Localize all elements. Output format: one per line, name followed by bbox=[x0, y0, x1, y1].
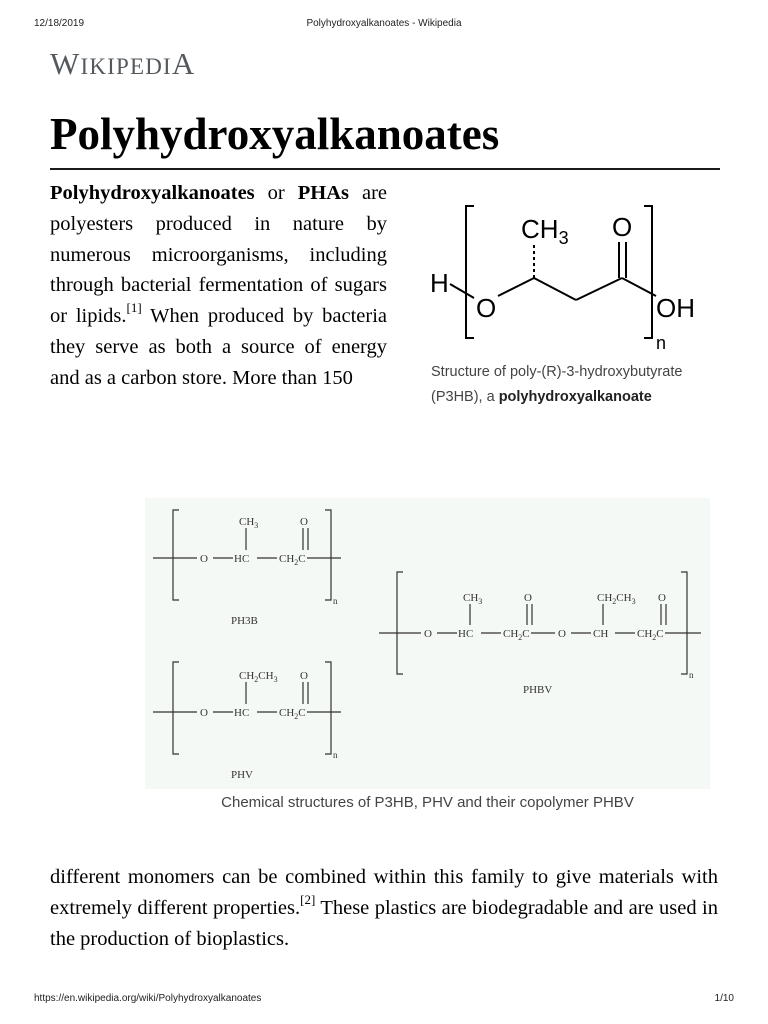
citation-2-link[interactable]: [2] bbox=[300, 892, 316, 908]
ph3b-ch2c-label: $CH_2C$ bbox=[279, 553, 306, 567]
print-footer bbox=[34, 993, 734, 1007]
structure-o-label: O bbox=[476, 293, 497, 323]
phv-carbonyl-o: O bbox=[300, 670, 308, 682]
phbv-ch2c-label-2: $CH_2C$ bbox=[637, 628, 664, 642]
figure-caption: Chemical structures of P3HB, PHV and their copolymer PHBV bbox=[221, 794, 634, 811]
phbv-carbonyl-o-1: O bbox=[524, 592, 532, 604]
print-page-title: Polyhydroxyalkanoates - Wikipedia bbox=[306, 18, 462, 29]
lead-paragraph bbox=[50, 178, 387, 394]
phbv-o-label-1: O bbox=[424, 628, 432, 640]
ph3b-name: PH3B bbox=[231, 615, 258, 627]
lead-text-1: are polyesters produced in nature by numerous microorganisms, including through bacterial fermentation of sugars or lipids. bbox=[50, 182, 388, 328]
phv-o-label: O bbox=[200, 707, 208, 719]
pha-structures-figure[interactable] bbox=[145, 498, 710, 789]
body-text-2: These plastics are biodegradable and are used in the production of bioplastics. bbox=[50, 897, 718, 950]
phv-n: n bbox=[333, 750, 338, 760]
phbv-ch3-label: $CH_3$ bbox=[463, 592, 483, 606]
body-text-1: different monomers can be combined within this family to give materials with extremely different properties. bbox=[50, 866, 718, 919]
citation-1-link[interactable]: [1] bbox=[126, 300, 142, 316]
phbv-o-label-2: O bbox=[558, 628, 566, 640]
polyhydroxyalkanoate-link[interactable]: polyhydroxyalkanoate bbox=[498, 389, 652, 405]
phv-name: PHV bbox=[231, 769, 254, 781]
ph3b-n: n bbox=[333, 596, 338, 606]
ph3b-ch3-label: $CH_3$ bbox=[239, 516, 259, 530]
lead-term-phas: PHAs bbox=[297, 182, 349, 204]
phbv-n: n bbox=[689, 670, 694, 680]
phbv-ch2ch3-label: $CH_2CH_3$ bbox=[597, 592, 636, 606]
title-underline bbox=[50, 168, 720, 170]
structure-n-label: n bbox=[656, 333, 667, 353]
structure-h-label: H bbox=[430, 268, 449, 298]
print-date: 12/18/2019 bbox=[34, 18, 85, 29]
phbv-hc-label: HC bbox=[458, 628, 474, 640]
wordmark-w: W bbox=[50, 46, 81, 81]
phbv-ch2c-label-1: $CH_2C$ bbox=[503, 628, 530, 642]
infobox-caption bbox=[431, 360, 711, 410]
phv-ch2ch3-label: $CH_2CH_3$ bbox=[239, 670, 278, 684]
phbv-ch-label: CH bbox=[593, 628, 609, 640]
page-title: Polyhydroxyalkanoates bbox=[50, 109, 500, 159]
phv-ch2c-label: $CH_2C$ bbox=[279, 707, 306, 721]
wordmark-a: A bbox=[171, 46, 196, 81]
p3hb-structure-image[interactable] bbox=[426, 196, 716, 356]
phbv-carbonyl-o-2: O bbox=[658, 592, 666, 604]
ph3b-o-label: O bbox=[200, 553, 208, 565]
lead-term-phas-long: Polyhydroxyalkanoates bbox=[50, 182, 255, 204]
body-paragraph bbox=[50, 862, 718, 955]
wordmark-middle: IKIPEDI bbox=[80, 54, 172, 79]
infobox-caption-text: Structure of poly-(R)-3-hydroxybutyrate (P3HB), a bbox=[431, 364, 683, 405]
lead-or: or bbox=[254, 182, 298, 204]
ph3b-hc-label: HC bbox=[234, 553, 250, 565]
print-url[interactable]: https://en.wikipedia.org/wiki/Polyhydroxyalkanoates bbox=[34, 993, 262, 1004]
print-header bbox=[34, 18, 734, 32]
ph3b-carbonyl-o: O bbox=[300, 516, 308, 528]
phv-hc-label: HC bbox=[234, 707, 250, 719]
structure-carbonyl-o-label: O bbox=[612, 212, 633, 242]
lead-text-2: When produced by bacteria they serve as both a source of energy and as a carbon store. More than 150 bbox=[50, 305, 387, 389]
wikipedia-wordmark[interactable] bbox=[50, 46, 196, 82]
structure-ch3-label: $CH_3$ bbox=[521, 214, 569, 248]
print-page-number: 1/10 bbox=[714, 993, 734, 1004]
phbv-name: PHBV bbox=[523, 684, 553, 696]
structure-oh-label: OH bbox=[656, 293, 695, 323]
